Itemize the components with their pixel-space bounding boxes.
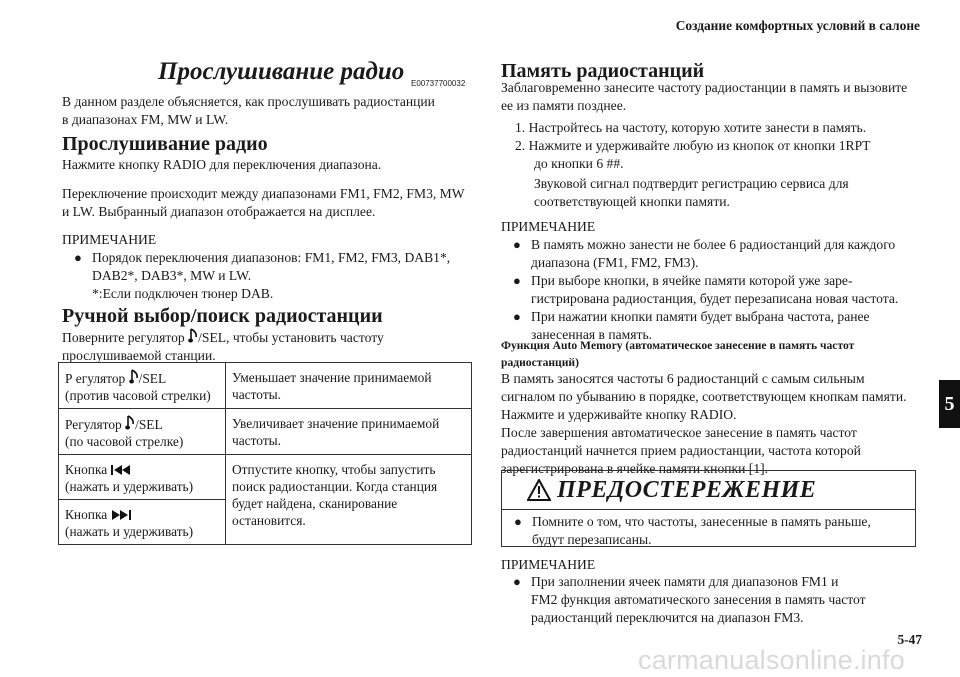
footnote: *:Если подключен тюнер DAB. <box>92 286 274 301</box>
seek-back-icon <box>111 464 131 476</box>
watermark: carmanualsonline.info <box>638 645 905 675</box>
section-heading-memory: Память радиостанций <box>501 60 705 82</box>
page-number: 5-47 <box>897 632 922 647</box>
fm3-note: ● При заполнении ячеек памяти для диапазонов FM1 и FM2 функция автоматического занесения в память частот радиостанций переключится на диапазон FM3. <box>501 573 921 627</box>
warning-box: ПРЕДОСТЕРЕЖЕНИЕ ● Помните о том, что частоты, занесенные в память раньше, будут перезаписаны. <box>501 470 916 547</box>
table-row <box>59 455 472 500</box>
action-cell: Увеличивает значение принимаемой частоты. <box>226 409 472 455</box>
list-item: ● В память можно занести не более 6 радиостанций для каждого <box>501 236 921 254</box>
memory-steps: 1. Настройтесь на частоту, которую хотите занести в память. 2. Нажмите и удерживайте любую из кнопок от кнопки 1RPT до кнопки 6 ##. <box>515 119 915 173</box>
note-label: ПРИМЕЧАНИЕ <box>501 557 596 572</box>
note-label: ПРИМЕЧАНИЕ <box>62 232 157 247</box>
warning-title: ПРЕДОСТЕРЕЖЕНИЕ <box>557 477 817 503</box>
list-item: ● При выборе кнопки, в ячейке памяти которой уже заре- <box>501 272 921 290</box>
auto-memory-text: В память заносятся частоты 6 радиостанций с самым сильным сигналом по убыванию в порядке, соответствующем кнопкам памяти. Нажмите и удерживайте кнопку RADIO. После завершения автоматическое занесение в память частот радиостанций начнется прием радиостанции, частота которой зарегистрирована в ячейке памяти кнопки [1]. <box>501 371 907 476</box>
memory-notes: ● В память можно занести не более 6 радиостанций для каждого диапазона (FM1, FM2, FM3). ● При выборе кнопки, в ячейке памяти которой уже заре- гистрирована радиостанция, будет перезаписана новая частота. ● При нажатии кнопки памяти будет выбрана частота, ранее занесенная в память. <box>501 236 921 344</box>
memory-intro: Заблаговременно занесите частоту радиостанции в память и вызовите ее из памяти позднее. <box>501 80 908 113</box>
action-cell: Отпустите кнопку, чтобы запустить поиск радиостанции. Когда станция будет найдена, сканирование остановится. <box>226 455 472 545</box>
auto-memory-heading: Функция Auto Memory (автоматическое занесение в память частот радиостанций) <box>501 339 855 369</box>
music-note-icon <box>188 328 198 344</box>
note-bullet: ● Порядок переключения диапазонов: FM1, FM2, FM3, DAB1*, DAB2*, DAB3*, MW и LW. *:Если подключен тюнер DAB. <box>62 249 477 303</box>
seek-forward-icon <box>111 509 131 521</box>
list-item: ● При нажатии кнопки памяти будет выбрана частота, ранее <box>501 308 921 326</box>
note-label: ПРИМЕЧАНИЕ <box>501 219 596 234</box>
warning-header <box>502 471 915 510</box>
action-cell: Уменьшает значение принимаемой частоты. <box>226 363 472 409</box>
warning-triangle-icon <box>527 479 551 501</box>
manual-text: Поверните регулятор /SEL, чтобы установить частоту прослушиваемой станции. <box>62 330 384 363</box>
page-header: Создание комфортных условий в салоне <box>675 18 920 33</box>
control-cell: Кнопка (нажать и удерживать) <box>59 500 226 545</box>
music-note-icon <box>129 369 139 385</box>
intro-text: В данном разделе объясняется, как прослушивать радиостанции в диапазонах FM, MW и LW. <box>62 94 435 127</box>
beep-text: Звуковой сигнал подтвердит регистрацию сервиса для соответствующей кнопки памяти. <box>534 176 849 209</box>
list-item: 1. Настройтесь на частоту, которую хотите занести в память. <box>515 120 867 135</box>
section-heading-manual: Ручной выбор/поиск радиостанции <box>62 305 383 327</box>
table-row <box>59 409 472 455</box>
section-code: E00737700032 <box>411 79 466 88</box>
list-item: 2. Нажмите и удерживайте любую из кнопок от кнопки 1RPT <box>515 138 871 153</box>
chapter-tab: 5 <box>939 380 960 428</box>
list-item: ● При заполнении ячеек памяти для диапазонов FM1 и <box>501 573 921 591</box>
table-row <box>59 363 472 409</box>
music-note-icon <box>125 415 135 431</box>
page-title: Прослушивание радио <box>158 58 405 85</box>
warning-text: ● Помните о том, что частоты, занесенные в память раньше, <box>502 513 915 531</box>
band-switch-text: Переключение происходит между диапазонами FM1, FM2, FM3, MW и LW. Выбранный диапазон отображается на дисплее. <box>62 186 465 219</box>
control-cell: Р егулятор /SEL (против часовой стрелки) <box>59 363 226 409</box>
controls-table <box>58 362 472 545</box>
section-heading-radio: Прослушивание радио <box>62 133 268 155</box>
control-cell: Регулятор /SEL (по часовой стрелке) <box>59 409 226 455</box>
radio-button-text: Нажмите кнопку RADIO для переключения диапазона. <box>62 157 382 172</box>
control-cell: Кнопка (нажать и удерживать) <box>59 455 226 500</box>
